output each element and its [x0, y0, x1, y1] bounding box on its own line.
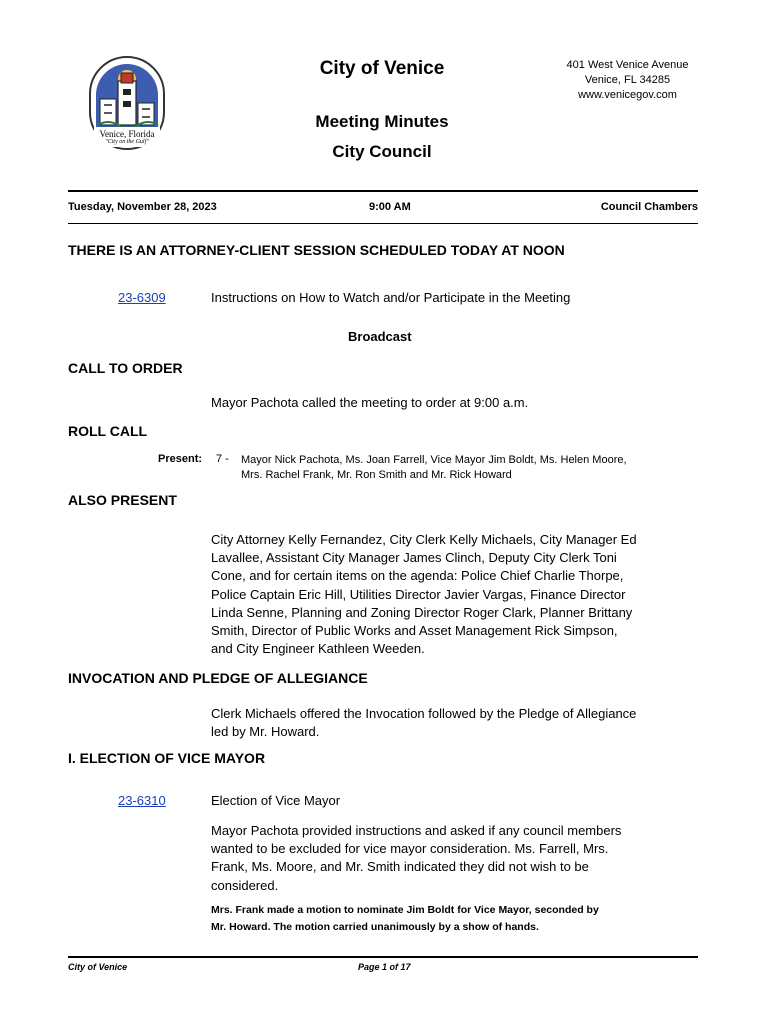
meeting-date: Tuesday, November 28, 2023	[68, 201, 217, 213]
broadcast-label: Broadcast	[348, 329, 412, 344]
paragraph-line: Mayor Pachota provided instructions and asked if any council members	[211, 823, 622, 838]
item-title-election: Election of Vice Mayor	[211, 793, 341, 808]
footer-page-number: Page 1 of 17	[358, 962, 411, 972]
also-present-text	[211, 531, 666, 658]
present-names-line: Mrs. Rachel Frank, Mr. Ron Smith and Mr. Rick Howard	[241, 469, 512, 481]
present-names	[241, 453, 661, 483]
footer-org: City of Venice	[68, 962, 128, 972]
document-title: City of Venice	[319, 58, 445, 79]
address-street: 401 West Venice Avenue	[566, 59, 689, 71]
meeting-minutes-title: Meeting Minutes	[315, 112, 449, 131]
meta-divider	[68, 223, 698, 224]
meeting-location: Council Chambers	[600, 201, 698, 213]
file-link-23-6310[interactable]: 23-6310	[118, 793, 166, 808]
present-names-line: Mayor Nick Pachota, Ms. Joan Farrell, Vice Mayor Jim Boldt, Ms. Helen Moore,	[241, 454, 627, 466]
paragraph-line: wanted to be excluded for vice mayor consideration. Ms. Farrell, Mrs.	[211, 841, 609, 857]
paragraph-line: Smith, Director of Public Works and Asset Management Rick Simpson,	[211, 623, 618, 639]
paragraph-line: Frank, Ms. Moore, and Mr. Smith indicated they did not wish to be	[211, 859, 589, 875]
paragraph-line: Police Captain Eric Hill, Utilities Director Javier Vargas, Finance Director	[211, 586, 626, 602]
body-title: City Council	[332, 142, 432, 161]
top-divider	[68, 190, 698, 192]
election-heading: I. ELECTION OF VICE MAYOR	[68, 750, 266, 766]
seal-text-line2: "City on the Gulf"	[105, 139, 149, 145]
paragraph-line: Clerk Michaels offered the Invocation followed by the Pledge of Allegiance	[211, 706, 637, 721]
paragraph-line: Cone, and for certain items on the agenda: Police Chief Charlie Thorpe,	[211, 568, 624, 584]
paragraph-line: considered.	[211, 877, 279, 893]
motion-line: Mrs. Frank made a motion to nominate Jim Boldt for Vice Mayor, seconded by	[211, 904, 599, 916]
meeting-time: 9:00 AM	[369, 201, 411, 213]
address-block	[545, 58, 710, 103]
item-title-instructions: Instructions on How to Watch and/or Participate in the Meeting	[211, 290, 571, 305]
election-text	[211, 822, 666, 895]
call-to-order-heading: CALL TO ORDER	[68, 360, 183, 376]
paragraph-line: and City Engineer Kathleen Weeden.	[211, 641, 425, 657]
invocation-heading: INVOCATION AND PLEDGE OF ALLEGIANCE	[68, 670, 368, 686]
footer-divider	[68, 956, 698, 958]
paragraph-line: Linda Senne, Planning and Zoning Director Roger Clark, Planner Brittany	[211, 604, 633, 620]
invocation-text	[211, 705, 666, 741]
attorney-client-banner: THERE IS AN ATTORNEY-CLIENT SESSION SCHEDULED TODAY AT NOON	[68, 242, 565, 258]
paragraph-line: City Attorney Kelly Fernandez, City Clerk Kelly Michaels, City Manager Ed	[211, 532, 637, 547]
file-link-23-6309[interactable]: 23-6309	[118, 290, 166, 305]
motion-line: Mr. Howard. The motion carried unanimously by a show of hands.	[211, 921, 539, 933]
paragraph-line: led by Mr. Howard.	[211, 724, 320, 740]
roll-call-heading: ROLL CALL	[68, 423, 148, 439]
paragraph-line: Lavallee, Assistant City Manager James Clinch, Deputy City Clerk Toni	[211, 550, 617, 566]
address-city: Venice, FL 34285	[584, 74, 671, 86]
website-link[interactable]: www.venicegov.com	[578, 89, 677, 101]
seal-text-line1: Venice, Florida	[99, 129, 155, 139]
also-present-heading: ALSO PRESENT	[68, 492, 177, 508]
present-label: Present:	[158, 453, 203, 465]
present-count: 7 -	[216, 453, 229, 465]
city-seal-logo	[88, 55, 166, 151]
motion-text	[211, 902, 651, 936]
call-to-order-text: Mayor Pachota called the meeting to order at 9:00 a.m.	[211, 395, 529, 410]
